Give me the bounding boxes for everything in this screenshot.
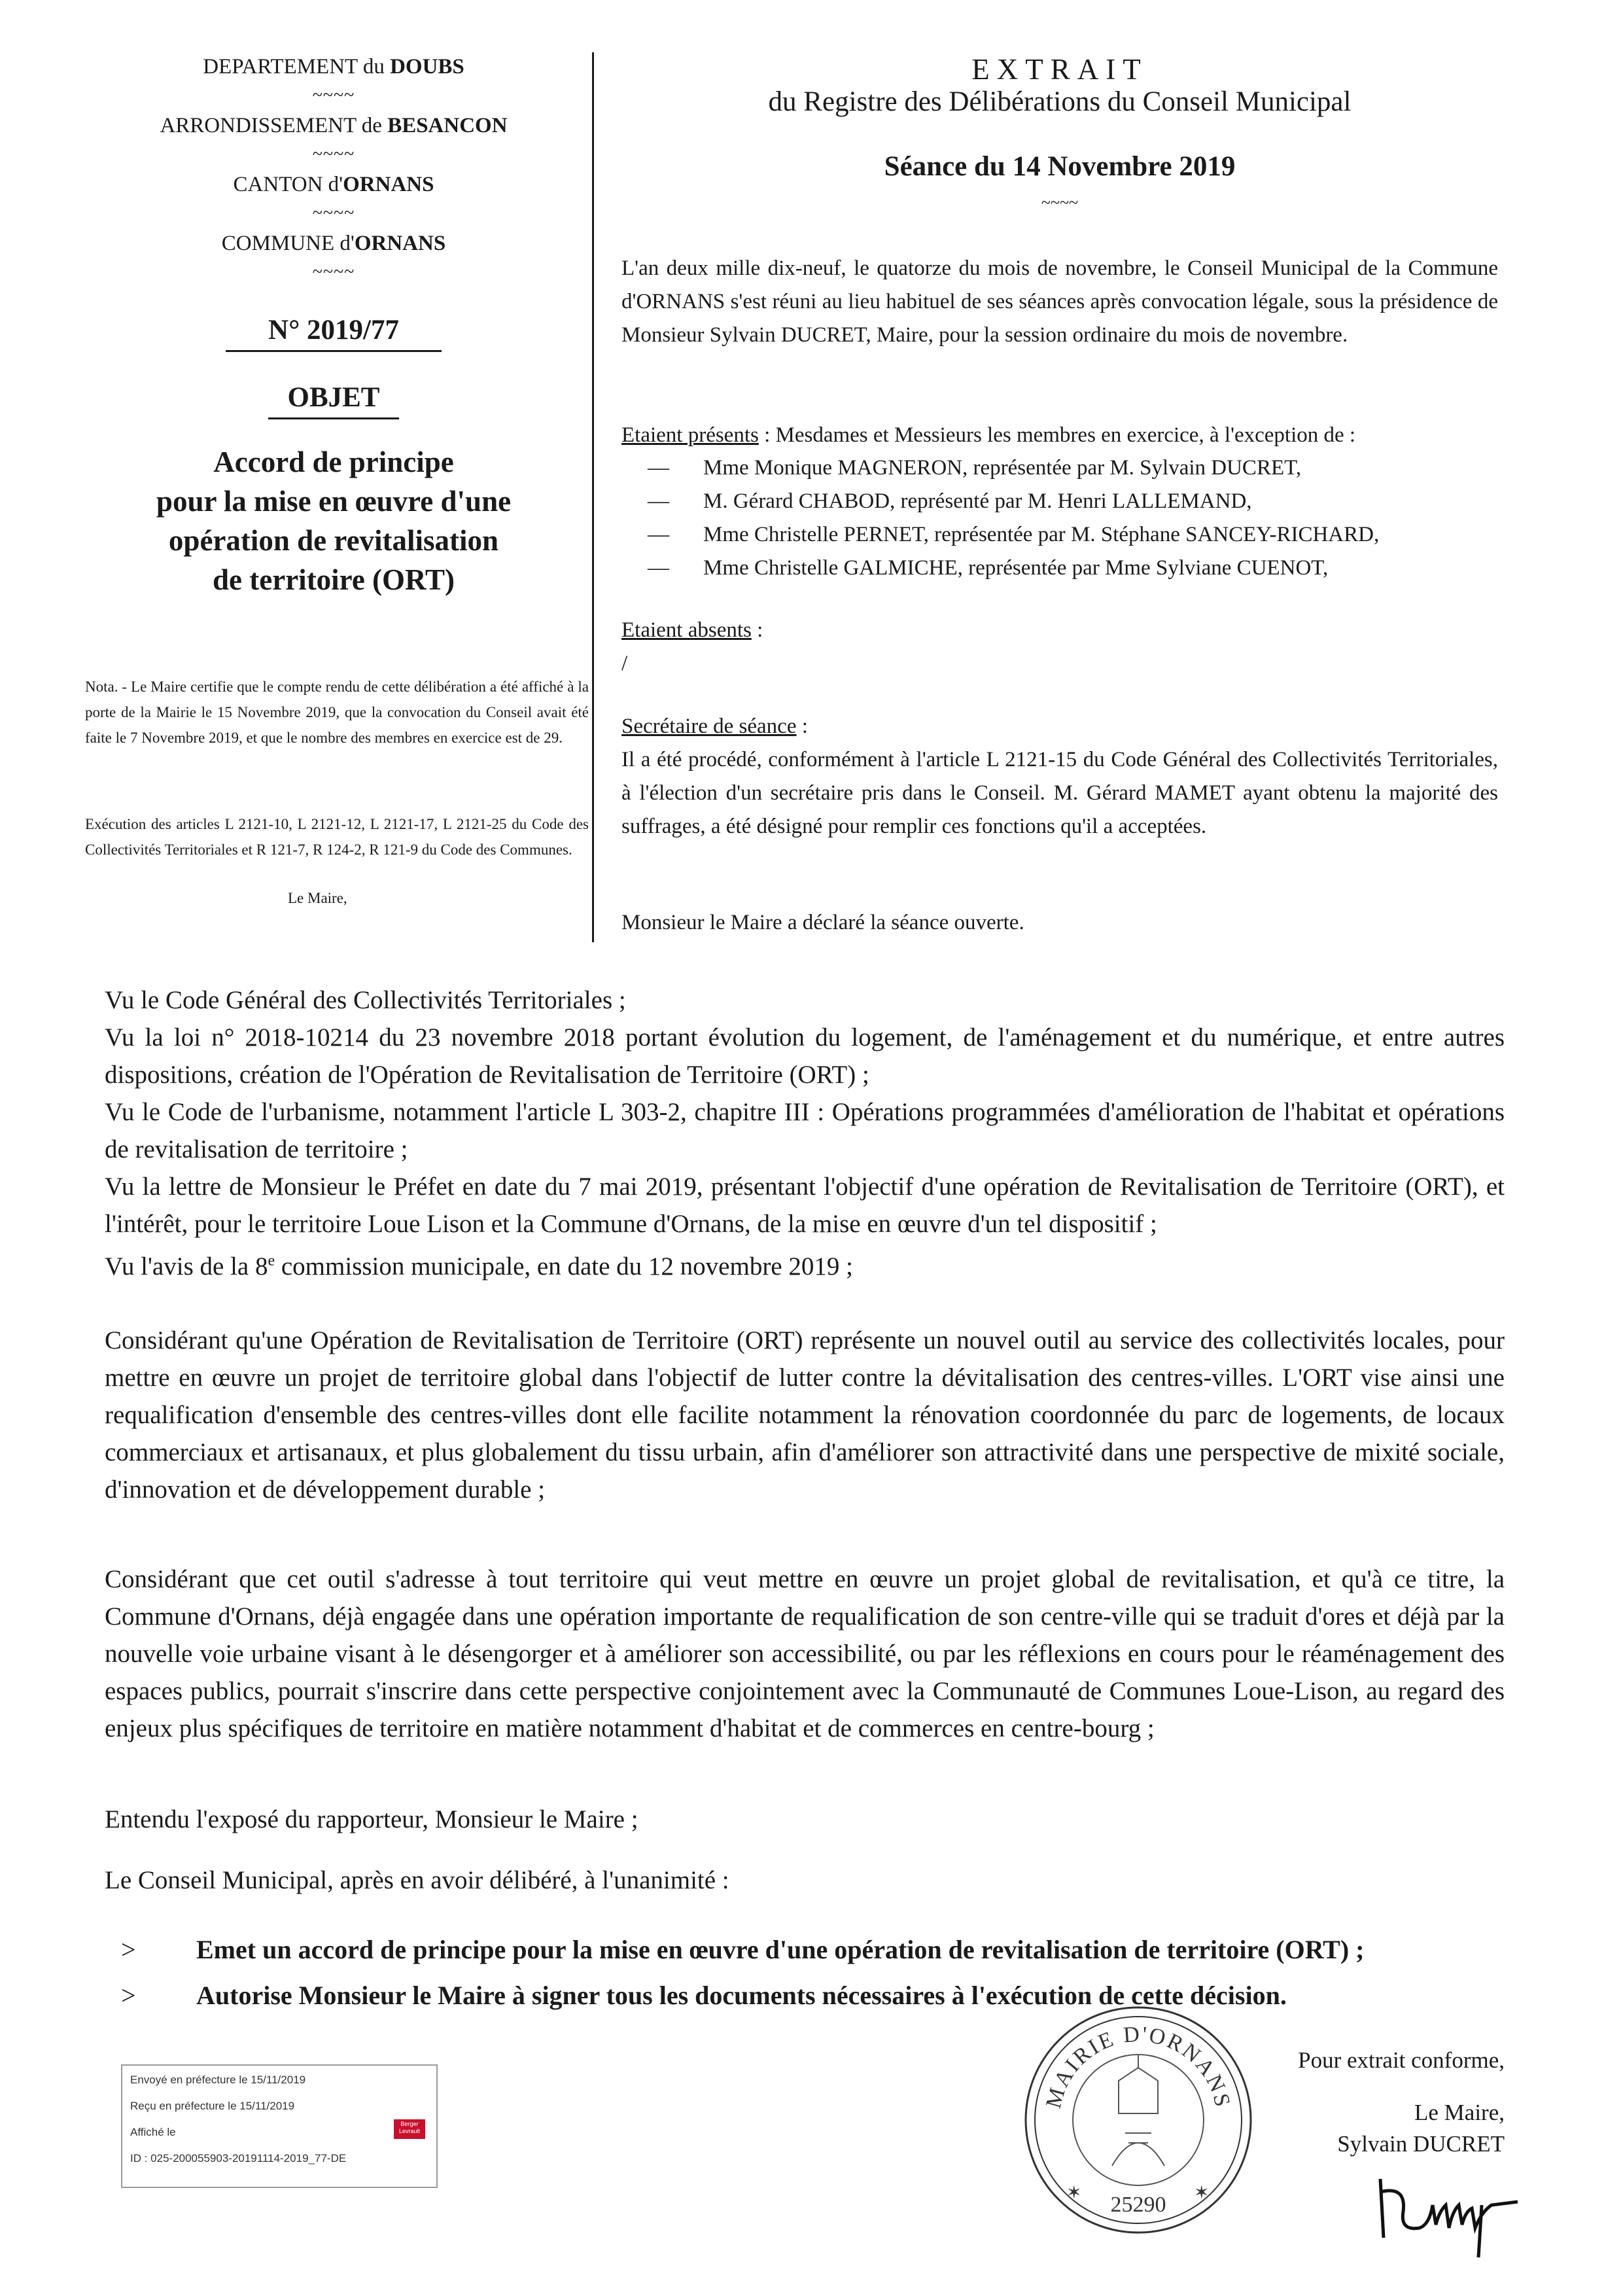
mairie-stamp — [1021, 2002, 1256, 2238]
envoye-line: Envoyé en préfecture le 15/11/2019 — [130, 2074, 306, 2086]
decision-item: > Emet un accord de principe pour la mise en œuvre d'une opération de revitalisation de territoire (ORT) ; — [121, 1935, 1365, 1964]
presents-label: Etaient présents — [621, 423, 759, 447]
vu-block — [105, 981, 1505, 1285]
list-item: — Mme Christelle PERNET, représentée par M. Stéphane SANCEY-RICHARD, — [648, 523, 1380, 546]
stamp-text: MAIRIE D'ORNANS — [1041, 2022, 1235, 2111]
seance-date: Séance du 14 Novembre 2019 — [884, 151, 1236, 182]
secretaire-label: Secrétaire de séance — [621, 715, 797, 738]
departement-line: DEPARTEMENT du DOUBS — [203, 55, 464, 79]
left-header — [72, 52, 595, 599]
list-item: — M. Gérard CHABOD, représenté par M. Henri LALLEMAND, — [648, 489, 1252, 513]
number-underline — [226, 350, 442, 352]
decisions-list — [105, 1927, 1505, 2019]
column-divider — [592, 52, 594, 942]
separator: ~~~~ — [312, 262, 355, 282]
affiche-line: Affiché le — [130, 2126, 176, 2138]
vu-item: Vu le Code Général des Collectivités Territoriales ; — [105, 986, 626, 1014]
separator: ~~~~ — [1041, 193, 1079, 212]
objet-label: OBJET — [287, 382, 380, 413]
recu-line: Reçu en préfecture le 15/11/2019 — [130, 2100, 295, 2112]
considerant-paragraph: Considérant que cet outil s'adresse à tout territoire qui veut mettre en œuvre un projet global de revitalisation, et qu'à ce titre, la Commune d'Ornans, déjà engagée dans une opération importante de requalification de son centre-ville qui se traduit d'ores et déjà par la nouvelle voie urbaine visant à le désengorger et à améliorer son accessibilité, ou par les réflexions en cours pour le réaménagement des espaces publics, pourrait s'inscrire dans cette perspective conjointement avec la Communauté de Communes Loue-Lison, au regard des enjeux plus spécifiques de territoire en matière notamment d'habitat et de commerces en centre-bourg ; — [105, 1565, 1505, 1742]
commune-line: COMMUNE d'ORNANS — [221, 232, 446, 255]
separator: ~~~~ — [312, 203, 355, 223]
presents-line: Etaient présents : Mesdames et Messieurs les membres en exercice, à l'exception de : — [621, 423, 1356, 447]
separator: ~~~~ — [312, 85, 355, 105]
extrait-conforme: Pour extrait conforme, — [1298, 2047, 1505, 2073]
svg-text:✶: ✶ — [1066, 2183, 1082, 2203]
separator: ~~~~ — [312, 144, 355, 164]
berger-levrault-logo: Berger Levrault — [394, 2119, 425, 2139]
presents-list — [648, 451, 1498, 585]
list-item: — Mme Christelle GALMICHE, représentée par Mme Sylviane CUENOT, — [648, 556, 1329, 580]
acte-id: ID : 025-200055903-20191114-2019_77-DE — [130, 2152, 347, 2164]
entendu-paragraph: Entendu l'exposé du rapporteur, Monsieur le Maire ; — [105, 1805, 638, 1833]
list-item: — Mme Monique MAGNERON, représentée par M. Sylvain DUCRET, — [648, 456, 1302, 480]
extrait-title: EXTRAIT — [971, 53, 1148, 86]
secretaire-block: Secrétaire de séance : Il a été procédé, conformément à l'article L 2121-15 du Code Général des Collectivités Territoriales, à l'élection d'un secrétaire pris dans le Conseil. M. Gérard MAMET ayant obtenu la majorité des suffrages, a été désigné pour remplir ces fonctions qu'il a acceptées. — [621, 710, 1498, 843]
svg-text:✶: ✶ — [1194, 2183, 1210, 2203]
vu-item: Vu l'avis de la 8e commission municipale, en date du 12 novembre 2019 ; — [105, 1252, 853, 1280]
canton-line: CANTON d'ORNANS — [233, 173, 434, 196]
objet-line: pour la mise en œuvre d'une — [156, 485, 512, 518]
handwritten-signature — [1367, 2166, 1524, 2264]
execution-text: Exécution des articles L 2121-10, L 2121-12, L 2121-17, L 2121-25 du Code des Collectivités Territoriales et R 121-7, R 124-2, R 121-9 du Code des Communes. — [85, 816, 589, 858]
vu-item: Vu la loi n° 2018-10214 du 23 novembre 2018 portant évolution du logement, de l'aménagement et du numérique, et entre autres dispositions, création de l'Opération de Revitalisation de Territoire (ORT) ; — [105, 1023, 1505, 1089]
objet-title — [72, 442, 595, 599]
objet-underline — [268, 417, 399, 419]
stamp-code: 25290 — [1110, 2193, 1166, 2217]
nota-text: Nota. - Le Maire certifie que le compte rendu de cette délibération a été affiché à la porte de la Mairie le 15 Novembre 2019, que la convocation du Conseil avait été faite le 7 Novembre 2019, et que le nombre des membres en exercice est de 29. — [85, 679, 589, 746]
le-maire-small: Le Maire, — [288, 890, 347, 906]
maire-title: Le Maire, — [1414, 2100, 1505, 2125]
considerant-paragraph: Considérant qu'une Opération de Revitalisation de Territoire (ORT) représente un nouvel outil au service des collectivités locales, pour mettre en œuvre un projet de territoire global dans l'objectif de lutter contre la dévitalisation des centres-villes. L'ORT vise ainsi une requalification d'ensemble des centres-villes dont elle facilite notamment la rénovation coordonnée du parc de logements, de locaux commerciaux et artisanaux, et plus globalement du tissu urbain, afin d'améliorer son attractivité dans une perspective de mixité sociale, d'innovation et de développement durable ; — [105, 1326, 1505, 1504]
prefecture-transmission-box — [121, 2064, 438, 2188]
decision-item: > Autorise Monsieur le Maire à signer tous les documents nécessaires à l'exécution de cette décision. — [121, 1981, 1287, 2010]
deliberation-number: N° 2019/77 — [268, 315, 399, 345]
absents-value: / — [621, 652, 628, 675]
intro-paragraph: L'an deux mille dix-neuf, le quatorze du mois de novembre, le Conseil Municipal de la Commune d'ORNANS s'est réuni au lieu habituel de ses séances après convocation légale, sous la présidence de Monsieur Sylvain DUCRET, Maire, pour la session ordinaire du mois de novembre. — [621, 256, 1498, 347]
objet-line: Accord de principe — [213, 446, 454, 478]
vu-item: Vu la lettre de Monsieur le Préfet en date du 7 mai 2019, présentant l'objectif d'une opération de Revitalisation de Territoire (ORT), et l'intérêt, pour le territoire Loue Lison et la Commune d'Ornans, de la mise en œuvre d'un tel dispositif ; — [105, 1173, 1505, 1238]
vu-item: Vu le Code de l'urbanisme, notamment l'article L 303-2, chapitre III : Opérations programmées d'amélioration de l'habitat et opérations de revitalisation de territoire ; — [105, 1098, 1505, 1163]
absents-label: Etaient absents — [621, 618, 752, 642]
maire-name: Sylvain DUCRET — [1337, 2131, 1505, 2157]
registre-subtitle: du Registre des Délibérations du Conseil Municipal — [768, 86, 1352, 117]
arrondissement-line: ARRONDISSEMENT de BESANCON — [160, 114, 508, 137]
conseil-paragraph: Le Conseil Municipal, après en avoir délibéré, à l'unanimité : — [105, 1866, 729, 1894]
absents-block: Etaient absents : / — [621, 614, 1498, 680]
objet-line: de territoire (ORT) — [213, 563, 455, 596]
ouverture-text: Monsieur le Maire a déclaré la séance ouverte. — [621, 911, 1024, 934]
secretaire-text: Il a été procédé, conformément à l'article L 2121-15 du Code Général des Collectivités Territoriales, à l'élection d'un secrétaire pris dans le Conseil. M. Gérard MAMET ayant obtenu la majorité des suffrages, a été désigné pour remplir ces fonctions qu'il a acceptées. — [621, 748, 1498, 838]
objet-line: opération de revitalisation — [168, 524, 499, 557]
